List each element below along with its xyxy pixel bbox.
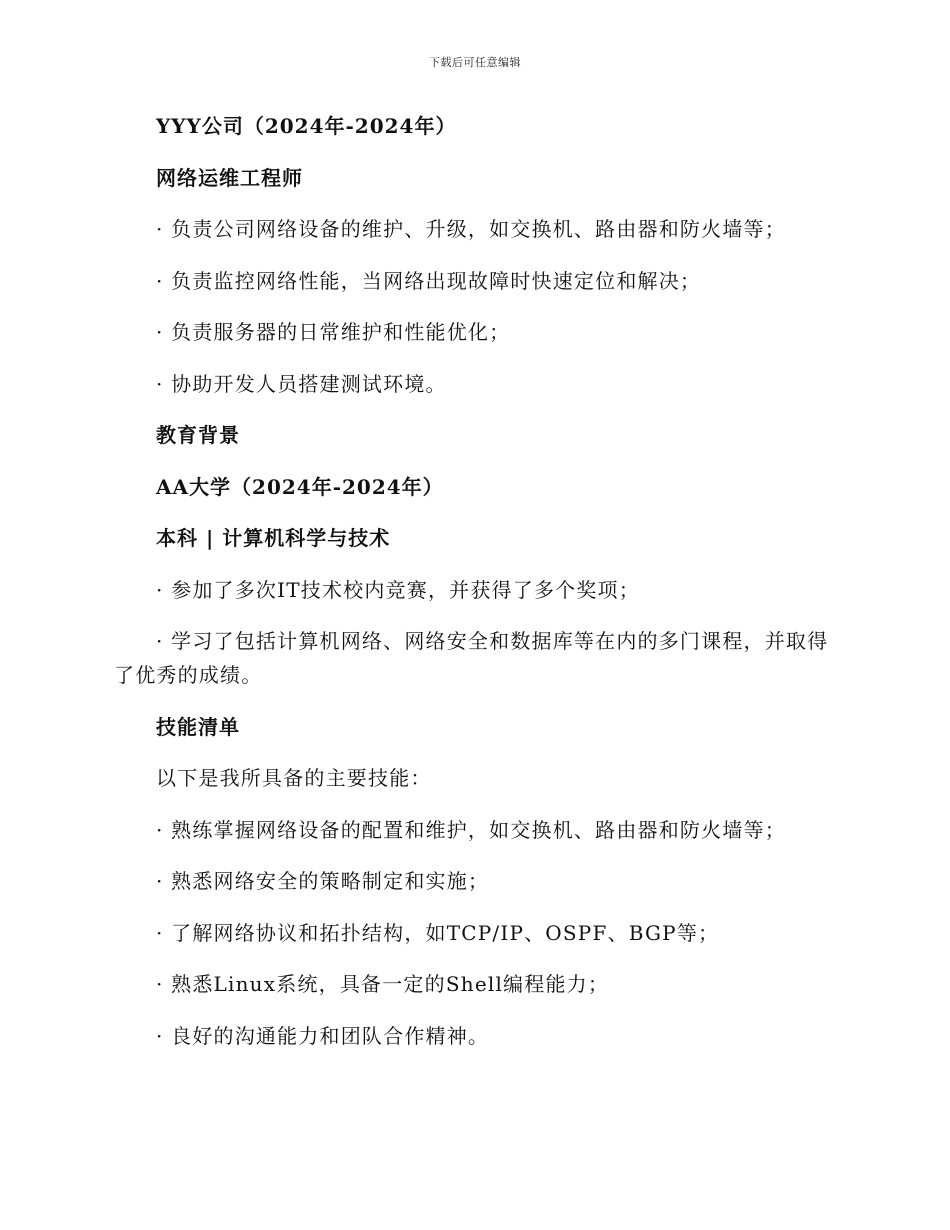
education-heading: 教育背景	[156, 423, 240, 447]
degree-heading: 本科 | 计算机科学与技术	[156, 526, 391, 550]
position-heading: 网络运维工程师	[156, 165, 303, 190]
company-heading: YYY公司（2024年-2024年）	[156, 114, 457, 138]
work-duty-item: · 负责监控网络性能，当网络出现故障时快速定位和解决；	[156, 268, 702, 293]
work-duty-item: · 负责公司网络设备的维护、升级，如交换机、路由器和防火墙等；	[156, 217, 786, 241]
resume-content	[114, 109, 834, 1070]
skill-item: · 熟练掌握网络设备的配置和维护，如交换机、路由器和防火墙等；	[156, 817, 786, 842]
school-heading: AA大学（2024年-2024年）	[156, 474, 444, 499]
education-item: · 学习了包括计算机网络、网络安全和数据库等在内的多门课程，并取得了优秀的成绩。	[114, 629, 829, 687]
skill-item: · 熟悉Linux系统，具备一定的Shell编程能力；	[156, 972, 610, 996]
skill-item: · 了解网络协议和拓扑结构，如TCP/IP、OSPF、BGP等；	[156, 920, 720, 945]
work-duty-item: · 协助开发人员搭建测试环境。	[156, 371, 447, 396]
education-item: · 参加了多次IT技术校内竞赛，并获得了多个奖项；	[156, 577, 640, 602]
skill-item: · 良好的沟通能力和团队合作精神。	[156, 1023, 490, 1048]
header-note: 下载后可任意编辑	[429, 56, 521, 69]
work-duty-item: · 负责服务器的日常维护和性能优化；	[156, 320, 511, 344]
skills-heading: 技能清单	[156, 714, 240, 739]
skill-item: · 熟悉网络安全的策略制定和实施；	[156, 869, 490, 893]
skills-intro: 以下是我所具备的主要技能：	[156, 766, 432, 790]
